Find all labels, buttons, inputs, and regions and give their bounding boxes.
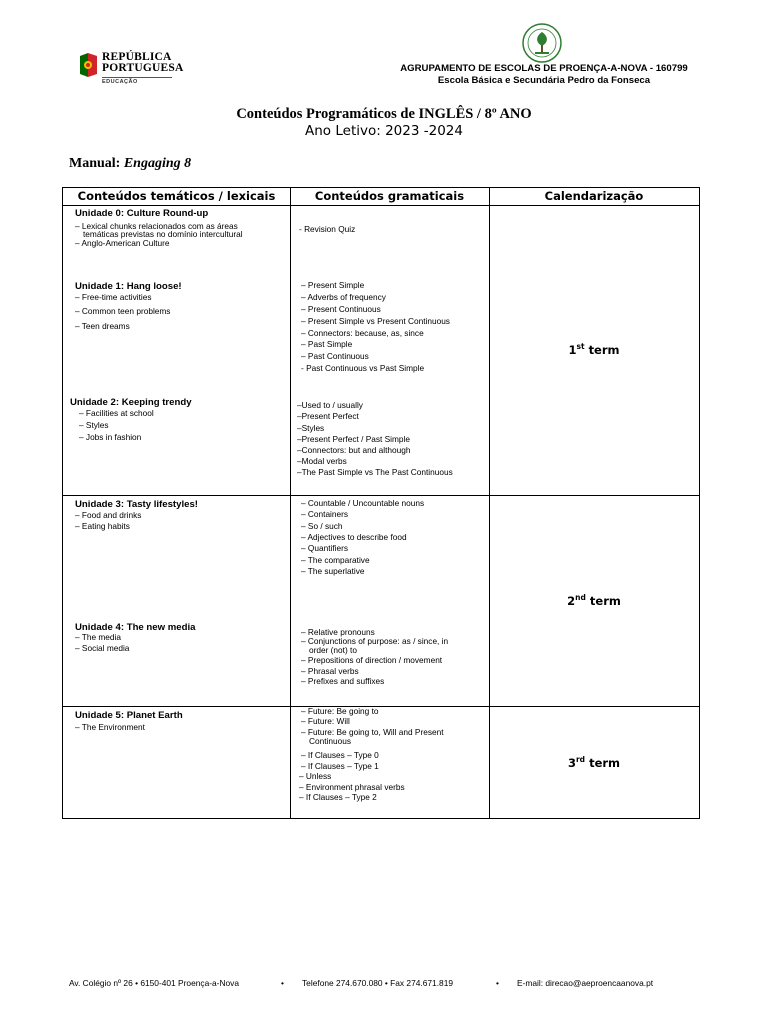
manual-label: Manual: <box>69 156 121 171</box>
unit-1-grammar-item: – Past Simple <box>301 339 353 349</box>
unit-1-grammar-item: – Present Simple vs Present Continuous <box>301 316 450 326</box>
header-grammar: Conteúdos gramaticais <box>314 189 465 203</box>
footer-bullet: • <box>496 978 499 988</box>
unit-5-grammar-item: – If Clauses – Type 0 <box>301 750 379 760</box>
unit-1-grammar-item: – Past Continuous <box>301 351 369 361</box>
footer-address: Av. Colégio nº 26 • 6150-401 Proença-a-Nova <box>69 978 240 988</box>
logo-text-educacao: EDUCAÇÃO <box>102 79 138 85</box>
unit-5-grammar-item: – Future: Will <box>301 716 350 726</box>
unit-2-lexical-item: – Jobs in fashion <box>79 432 142 442</box>
unit-2-grammar-item: –Connectors: but and although <box>297 445 411 455</box>
row-divider <box>63 706 699 707</box>
logo-text-portuguesa: PORTUGUESA <box>102 62 184 74</box>
unit-0-lexical-item: – Anglo-American Culture <box>75 238 170 248</box>
unit-1-title: Unidade 1: Hang loose! <box>75 281 182 292</box>
unit-2-grammar-item: –Present Perfect <box>297 411 359 421</box>
unit-1-grammar-item: - Past Continuous vs Past Simple <box>301 363 425 373</box>
unit-5-grammar-item: Continuous <box>309 736 351 746</box>
unit-0-lexical-item: – Lexical chunks relacionados com as áreas <box>75 221 238 231</box>
unit-0-title: Unidade 0: Culture Round-up <box>75 208 209 219</box>
row-divider <box>63 495 699 496</box>
unit-4-grammar-item: – Conjunctions of purpose: as / since, in <box>301 636 449 646</box>
footer-email: E-mail: direcao@aeproencaanova.pt <box>517 978 654 988</box>
unit-2-grammar-item: –Present Perfect / Past Simple <box>297 434 410 444</box>
syllabus-table <box>62 187 700 819</box>
header-schedule: Calendarização <box>544 189 644 203</box>
footer-phone: Telefone 274.670.080 • Fax 274.671.819 <box>302 978 454 988</box>
unit-3-lexical-item: – Food and drinks <box>75 510 142 520</box>
term-1: 1st term <box>568 342 620 357</box>
unit-2-lexical-item: – Styles <box>79 420 109 430</box>
unit-5-grammar-item: – If Clauses – Type 2 <box>299 792 377 802</box>
school-seal-icon <box>518 22 566 64</box>
term-2: 2nd term <box>567 593 621 608</box>
unit-2-grammar-item: –Modal verbs <box>297 456 347 466</box>
unit-1-lexical-item: – Teen dreams <box>75 321 130 331</box>
unit-3-grammar-item: – The comparative <box>301 555 370 565</box>
unit-5-grammar-item: – Unless <box>299 771 332 781</box>
unit-4-grammar-item: – Relative pronouns <box>301 627 375 637</box>
logo-divider <box>102 77 172 78</box>
unit-4-grammar-item: – Phrasal verbs <box>301 666 359 676</box>
unit-0-grammar-item: - Revision Quiz <box>299 224 356 234</box>
unit-1-grammar-item: – Present Continuous <box>301 304 381 314</box>
unit-1-lexical-item: – Common teen problems <box>75 306 171 316</box>
unit-2-grammar-item: –Used to / usually <box>297 400 363 410</box>
portugal-flag-icon <box>78 52 98 78</box>
unit-4-grammar-item: – Prefixes and suffixes <box>301 676 385 686</box>
unit-3-grammar-item: – Countable / Uncountable nouns <box>301 498 425 508</box>
unit-2-grammar-item: –The Past Simple vs The Past Continuous <box>297 467 453 477</box>
manual-line <box>69 156 191 172</box>
unit-5-lexical-item: – The Environment <box>75 722 145 732</box>
manual-book-title: Engaging 8 <box>123 156 192 171</box>
unit-5-grammar-item: – Future: Be going to, Will and Present <box>301 727 444 737</box>
unit-1-grammar-item: – Connectors: because, as, since <box>301 328 424 338</box>
unit-5-grammar-item: – If Clauses – Type 1 <box>301 761 379 771</box>
unit-0-lexical-item: temáticas previstas no domínio intercultural <box>83 229 243 239</box>
row-divider <box>63 205 699 206</box>
column-divider <box>489 188 490 818</box>
unit-3-grammar-item: – Adjectives to describe food <box>301 532 407 542</box>
school-year: Ano Letivo: 2023 -2024 <box>305 123 463 139</box>
republica-portuguesa-logo <box>78 50 184 88</box>
unit-1-grammar-item: – Present Simple <box>301 280 365 290</box>
unit-5-grammar-item: – Future: Be going to <box>301 706 379 716</box>
document-title: Conteúdos Programáticos de INGLÊS / 8º ANO <box>236 106 532 122</box>
footer-bullet: • <box>281 978 284 988</box>
unit-3-lexical-item: – Eating habits <box>75 521 130 531</box>
column-divider <box>290 188 291 818</box>
unit-3-grammar-item: – So / such <box>301 521 343 531</box>
unit-4-grammar-item: – Prepositions of direction / movement <box>301 655 443 665</box>
school-name: Escola Básica e Secundária Pedro da Fonseca <box>437 75 651 86</box>
unit-2-title: Unidade 2: Keeping trendy <box>70 397 192 408</box>
unit-5-title: Unidade 5: Planet Earth <box>75 710 183 721</box>
unit-4-title: Unidade 4: The new media <box>75 622 196 633</box>
unit-1-lexical-item: – Free-time activities <box>75 292 152 302</box>
unit-3-grammar-item: – The superlative <box>301 566 365 576</box>
unit-2-grammar-item: –Styles <box>297 423 325 433</box>
unit-4-lexical-item: – Social media <box>75 643 130 653</box>
unit-3-grammar-item: – Quantifiers <box>301 543 349 553</box>
unit-5-grammar-item: – Environment phrasal verbs <box>299 782 405 792</box>
unit-4-grammar-item: order (not) to <box>309 645 357 655</box>
unit-3-title: Unidade 3: Tasty lifestyles! <box>75 499 198 510</box>
logo-text-republica: REPÚBLICA <box>102 51 172 63</box>
term-3: 3rd term <box>567 755 621 770</box>
unit-2-lexical-item: – Facilities at school <box>79 408 154 418</box>
unit-1-grammar-item: – Adverbs of frequency <box>301 292 386 302</box>
school-group-name: AGRUPAMENTO DE ESCOLAS DE PROENÇA-A-NOVA - 160799 <box>400 63 688 74</box>
unit-3-grammar-item: – Containers <box>301 509 349 519</box>
unit-4-lexical-item: – The media <box>75 632 121 642</box>
header-lexical: Conteúdos temáticos / lexicais <box>77 189 276 203</box>
